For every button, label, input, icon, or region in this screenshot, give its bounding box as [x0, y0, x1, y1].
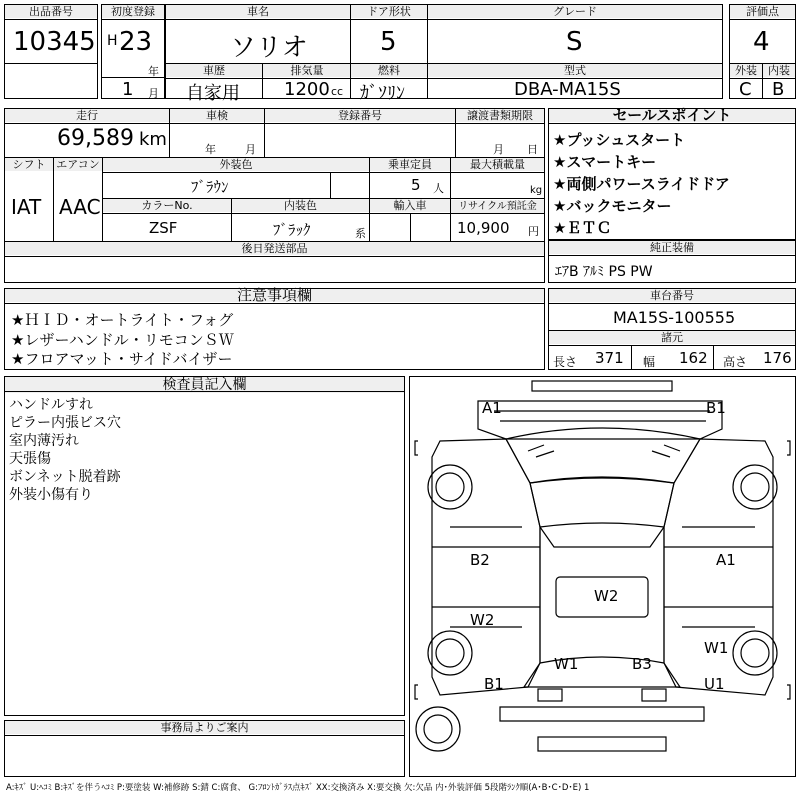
- later-parts-label: 後日発送部品: [5, 242, 544, 255]
- type-label: 型式: [428, 64, 722, 77]
- fuel-label: 燃料: [351, 64, 427, 77]
- sales-points-label: セールスポイント: [549, 109, 795, 122]
- model-name-label: 車名: [166, 5, 350, 18]
- aircon: AAC: [59, 195, 101, 219]
- score: 4: [753, 27, 770, 57]
- remark-item: ハンドルすれ: [9, 397, 93, 413]
- office-notice-box: [4, 720, 405, 777]
- damage-mark: W1: [704, 639, 729, 657]
- height: 176: [763, 349, 792, 367]
- fuel: ｶﾞｿﾘﾝ: [360, 83, 405, 104]
- max-load-label: 最大積載量: [451, 158, 544, 171]
- lot-number: 10345: [13, 27, 96, 57]
- damage-diagram: [409, 376, 796, 777]
- reg-month: 1: [122, 79, 134, 100]
- equipment: ｴｱB ｱﾙﾐ PS PW: [555, 264, 653, 280]
- notes-box: [4, 288, 545, 370]
- mileage: 69,589: [57, 126, 134, 151]
- mileage-label: 走行: [5, 109, 169, 122]
- chassis-box: [548, 288, 796, 370]
- equipment-box: [548, 240, 796, 283]
- exterior-label: 外装: [730, 64, 762, 77]
- era: H: [107, 33, 118, 49]
- sales-point-item: ★スマートキー: [553, 153, 657, 171]
- interior-color-unit: 系: [355, 227, 366, 240]
- import-label: 輸入車: [370, 199, 450, 212]
- grade-label: グレード: [428, 5, 722, 18]
- color-number-label: カラーNo.: [103, 199, 231, 212]
- lot-number-box: [4, 4, 98, 99]
- inspector-remarks-box: [4, 376, 405, 716]
- interior-label: 内装: [763, 64, 795, 77]
- inspection-month-unit: 月: [245, 143, 256, 156]
- interior-color: ﾌﾞﾗｯｸ: [273, 221, 311, 239]
- interior-color-label: 内装色: [232, 199, 369, 212]
- lot-number-label: 出品番号: [5, 5, 97, 18]
- height-label: 高さ: [723, 355, 748, 369]
- registration-number-label: 登録番号: [265, 109, 455, 122]
- damage-mark: U1: [704, 675, 725, 693]
- transfer-deadline-label: 譲渡書類期限: [456, 109, 544, 122]
- remark-item: 外装小傷有り: [9, 487, 93, 503]
- dimensions-label: 諸元: [549, 331, 795, 344]
- exterior-color: ﾌﾞﾗｳﾝ: [191, 178, 229, 196]
- car-outline: [410, 377, 795, 776]
- note-item: ★レザーハンドル・リモコンＳＷ: [11, 331, 234, 349]
- capacity-label: 乗車定員: [370, 158, 450, 171]
- vehicle-details-box: [4, 108, 545, 283]
- displacement-label: 排気量: [263, 64, 351, 77]
- length: 371: [595, 349, 624, 367]
- legend: A:ｷｽﾞ U:ﾍｺﾐ B:ｷｽﾞを伴うﾍｺﾐ P:要塗装 W:補修跡 S:錆 C:腐食、 G:ﾌﾛﾝﾄｶﾞﾗｽ点ｷｽﾞ XX:交換済み X:要交換 欠:欠品 内･外装評価 5段階ﾗﾝｸ順(A･B･C･D･E) 1: [6, 783, 590, 793]
- sales-point-item: ★バックモニター: [553, 197, 672, 215]
- damage-mark: B3: [632, 655, 652, 673]
- recycle-fee-label: リサイクル預託金: [451, 200, 544, 213]
- recycle-fee: 10,900: [457, 219, 510, 237]
- damage-mark: B1: [484, 675, 504, 693]
- office-notice-label: 事務局よりご案内: [5, 721, 404, 734]
- remark-item: 室内薄汚れ: [9, 433, 79, 449]
- score-box: [729, 4, 796, 99]
- remark-item: ピラー内張ビス穴: [9, 415, 121, 431]
- width-label: 幅: [643, 355, 656, 369]
- model-info-box: [165, 4, 723, 104]
- remark-item: 天張傷: [9, 451, 51, 467]
- door-count: 5: [380, 27, 397, 57]
- width: 162: [679, 349, 708, 367]
- damage-mark: W2: [594, 587, 619, 605]
- length-label: 長さ: [553, 355, 578, 369]
- exterior-color-label: 外装色: [103, 158, 369, 171]
- history-label: 車歴: [166, 64, 262, 77]
- capacity-unit: 人: [433, 182, 444, 195]
- chassis-label: 車台番号: [549, 289, 795, 302]
- damage-mark: A1: [482, 399, 502, 417]
- door-label: ドア形状: [351, 5, 427, 18]
- shift-label: シフト: [5, 158, 53, 171]
- note-item: ★フロアマット・サイドバイザー: [11, 350, 233, 368]
- aircon-label: エアコン: [54, 158, 102, 171]
- damage-mark: A1: [716, 551, 736, 569]
- inspection-year-unit: 年: [205, 143, 216, 156]
- first-registration-label: 初度登録: [102, 5, 164, 18]
- grade: S: [566, 27, 583, 57]
- damage-mark: B1: [706, 399, 726, 417]
- interior-grade: B: [772, 79, 785, 100]
- note-item: ★ＨＩＤ・オートライト・フォグ: [11, 311, 234, 329]
- year-unit: 年: [148, 65, 159, 78]
- exterior-grade: C: [739, 79, 752, 100]
- shift: IAT: [11, 195, 42, 219]
- color-number: ZSF: [149, 219, 178, 237]
- damage-mark: W1: [554, 655, 579, 673]
- equipment-label: 純正装備: [549, 241, 795, 254]
- chassis-number: MA15S-100555: [613, 308, 736, 327]
- recycle-fee-unit: 円: [528, 225, 539, 238]
- month-unit: 月: [148, 87, 159, 100]
- remark-item: ボンネット脱着跡: [9, 469, 121, 485]
- first-registration-box: [101, 4, 165, 99]
- displacement-unit: cc: [331, 85, 344, 98]
- displacement: 1200: [284, 79, 330, 100]
- inspector-remarks-label: 検査員記入欄: [5, 377, 404, 393]
- notes-label: 注意事項欄: [5, 289, 544, 302]
- score-label: 評価点: [730, 5, 795, 18]
- inspection-label: 車検: [170, 109, 264, 122]
- damage-mark: W2: [470, 611, 495, 629]
- mileage-unit: km: [139, 129, 167, 150]
- max-load-unit: kg: [530, 185, 543, 196]
- transfer-day-unit: 日: [527, 143, 538, 156]
- sales-point-item: ★プッシュスタート: [553, 131, 686, 149]
- history: 自家用: [186, 83, 240, 104]
- model-type: DBA-MA15S: [514, 79, 621, 100]
- reg-year: 23: [119, 27, 153, 57]
- capacity: 5: [411, 176, 421, 194]
- sales-point-item: ★ＥＴＣ: [553, 219, 612, 237]
- damage-mark: B2: [470, 551, 490, 569]
- sales-point-item: ★両側パワースライドドア: [553, 175, 730, 193]
- transfer-month-unit: 月: [493, 143, 504, 156]
- model-name: ソリオ: [230, 33, 308, 63]
- sales-points-box: [548, 108, 796, 240]
